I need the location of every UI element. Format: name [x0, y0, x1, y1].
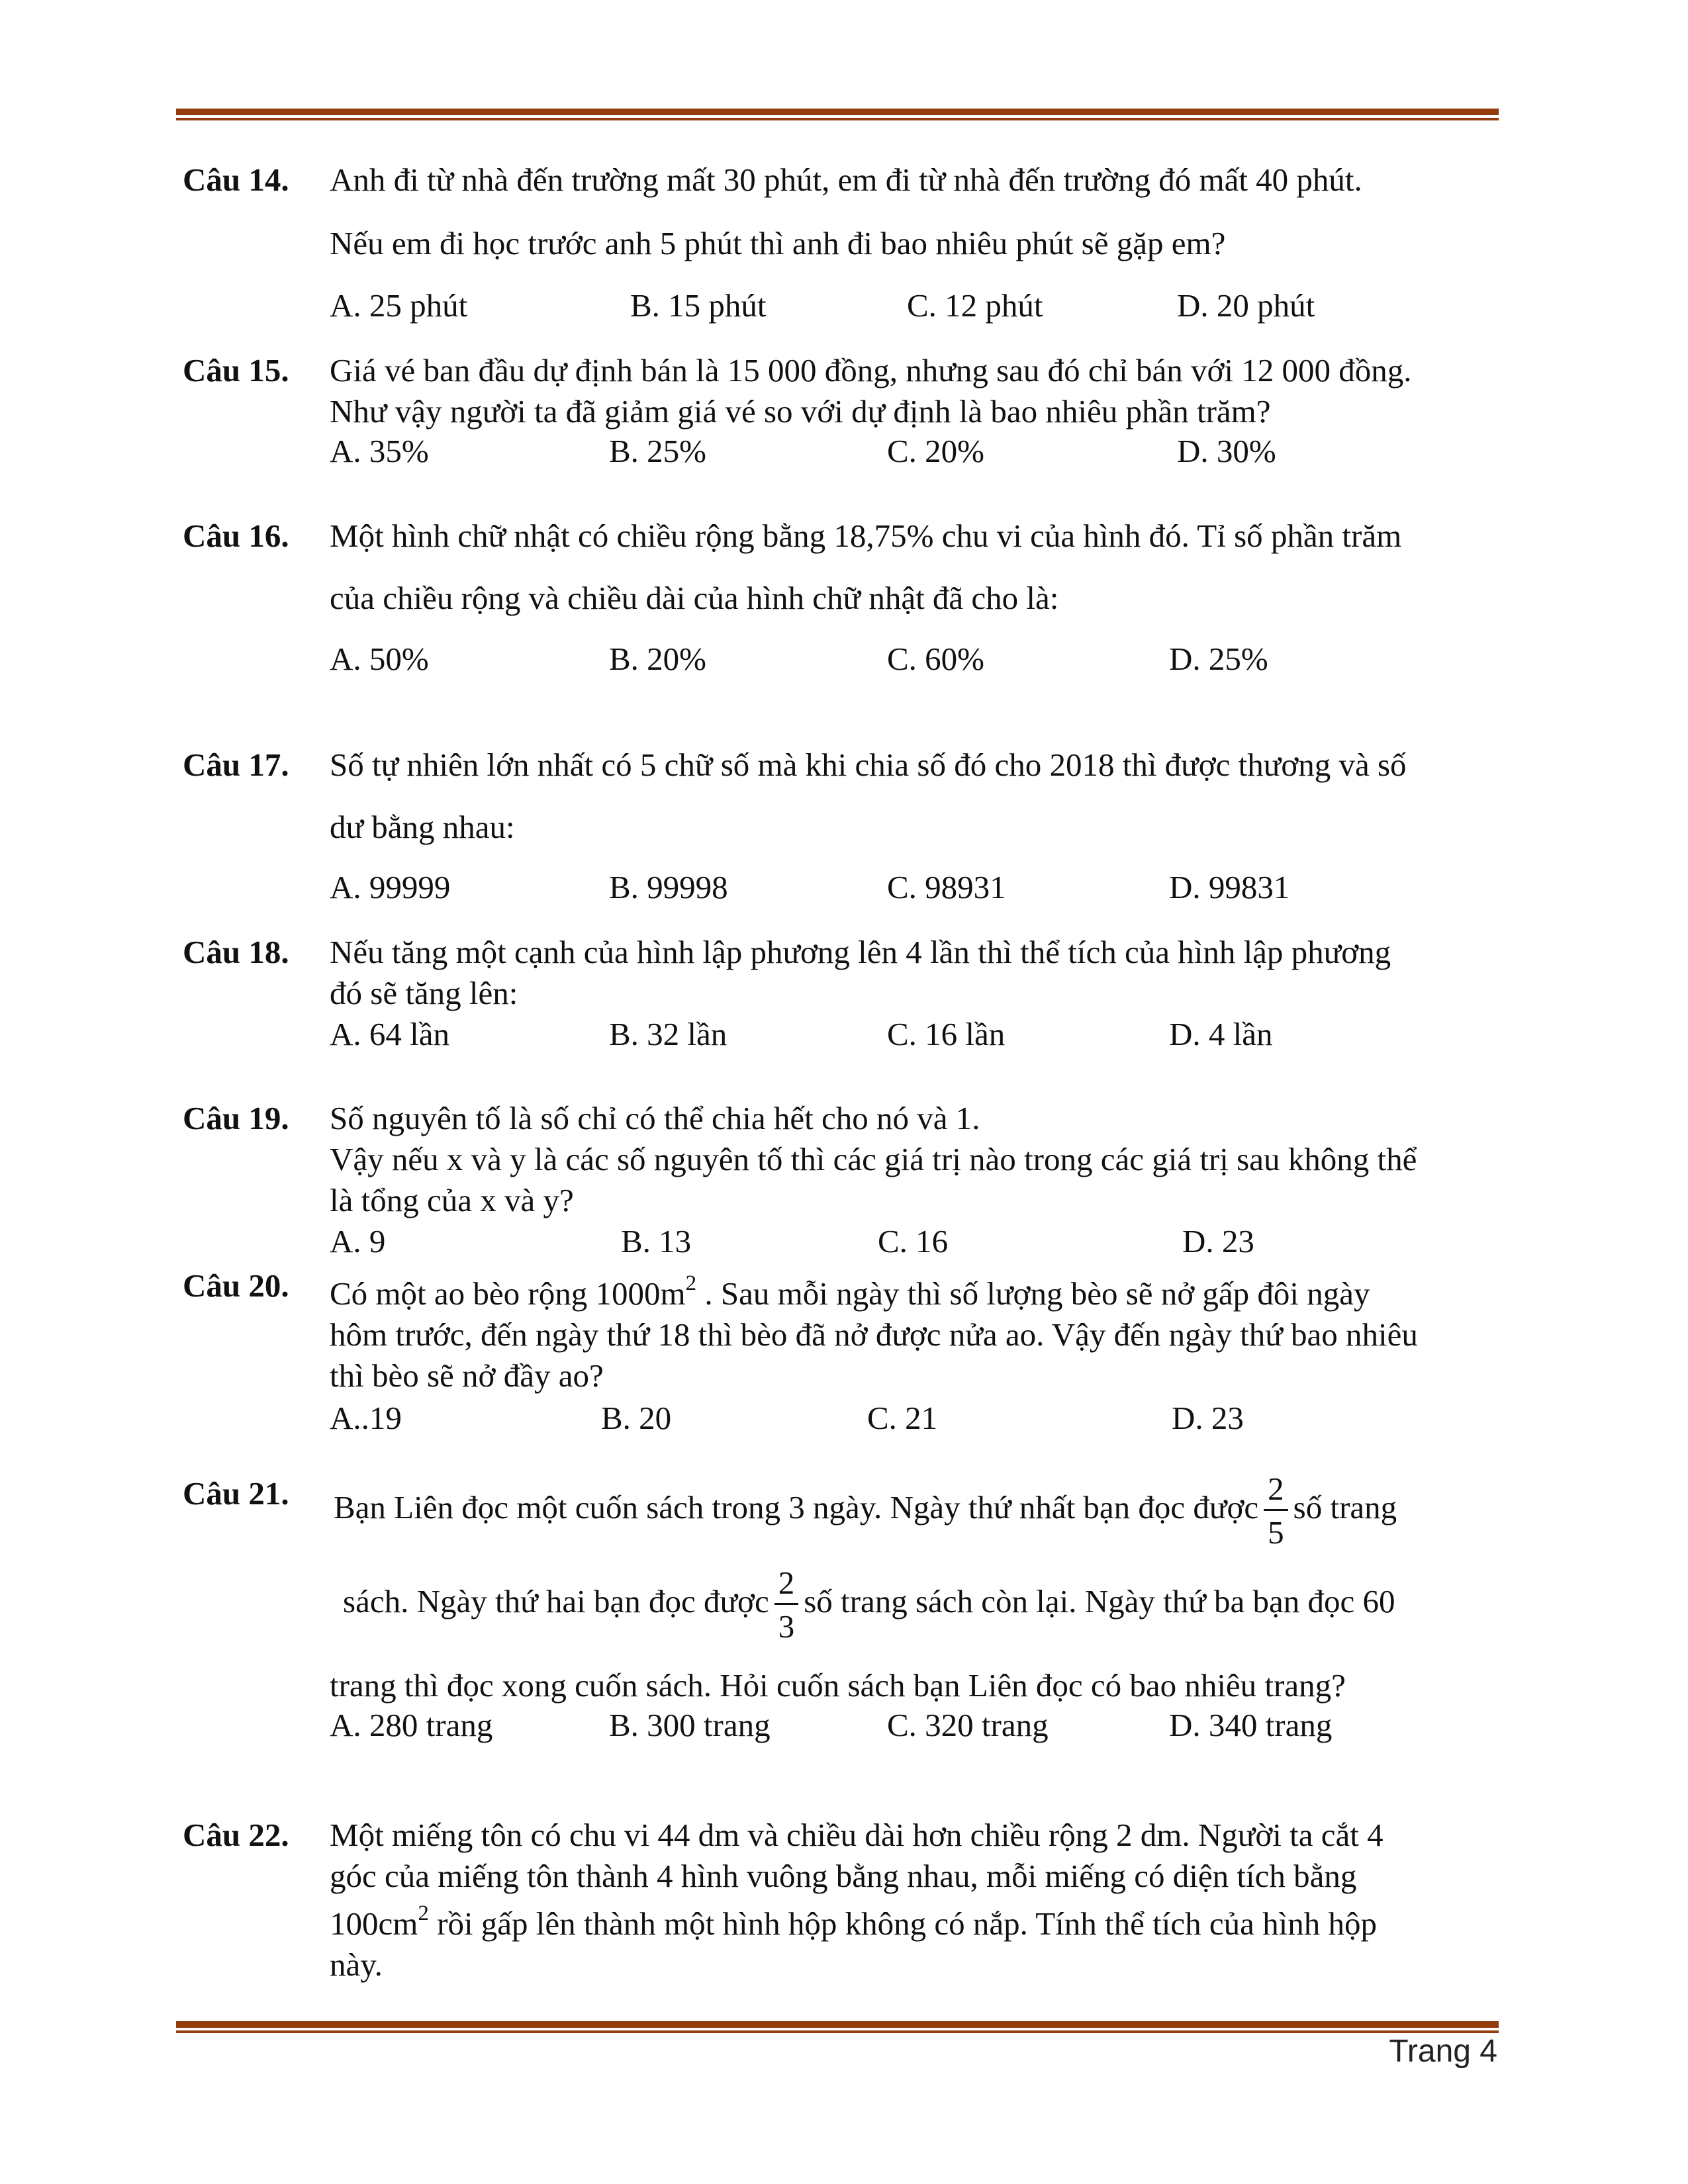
- question-number: Câu 17.: [183, 747, 289, 783]
- question-text-line: này.: [330, 1946, 383, 1983]
- option-a: A. 64 lần: [330, 1016, 449, 1052]
- question-number: Câu 19.: [183, 1100, 289, 1136]
- option-c: C. 12 phút: [907, 287, 1043, 324]
- option-c: C. 60%: [887, 641, 984, 677]
- option-a: A..19: [330, 1400, 402, 1436]
- option-b: B. 20: [601, 1400, 672, 1436]
- question-text-line: hôm trước, đến ngày thứ 18 thì bèo đã nở được nửa ao. Vậy đến ngày thứ bao nhiêu: [330, 1316, 1418, 1353]
- question-text-line: dư bằng nhau:: [330, 809, 515, 845]
- option-d: D. 340 trang: [1169, 1707, 1333, 1743]
- question-text-line: Một miếng tôn có chu vi 44 dm và chiều dài hơn chiều rộng 2 dm. Người ta cắt 4: [330, 1817, 1383, 1853]
- bottom-border-rule: [176, 2021, 1499, 2033]
- option-b: B. 13: [621, 1223, 692, 1259]
- question-text-line: Như vậy người ta đã giảm giá vé so với dự định là bao nhiêu phần trăm?: [330, 393, 1271, 430]
- option-d: D. 4 lần: [1169, 1016, 1273, 1052]
- superscript: 2: [418, 1901, 429, 1925]
- question-text-line: Anh đi từ nhà đến trường mất 30 phút, em đi từ nhà đến trường đó mất 40 phút.: [330, 161, 1362, 198]
- question-text-line: Nếu tăng một cạnh của hình lập phương lên 4 lần thì thể tích của hình lập phương: [330, 934, 1391, 970]
- question-text-line: Một hình chữ nhật có chiều rộng bằng 18,75% chu vi của hình đó. Tỉ số phần trăm: [330, 518, 1402, 554]
- question-number: Câu 22.: [183, 1817, 289, 1853]
- question-number: Câu 18.: [183, 934, 289, 970]
- option-d: D. 20 phút: [1177, 287, 1315, 324]
- option-c: C. 16 lần: [887, 1016, 1006, 1052]
- question-number: Câu 16.: [183, 518, 289, 554]
- question-number: Câu 20.: [183, 1267, 289, 1304]
- option-c: C. 20%: [887, 433, 984, 469]
- question-number: Câu 21.: [183, 1475, 289, 1512]
- question-text-line: góc của miếng tôn thành 4 hình vuông bằng nhau, mỗi miếng có diện tích bằng: [330, 1858, 1357, 1894]
- question-text-line: trang thì đọc xong cuốn sách. Hỏi cuốn sách bạn Liên đọc có bao nhiêu trang?: [330, 1667, 1346, 1704]
- option-d: D. 23: [1172, 1400, 1244, 1436]
- option-d: D. 25%: [1169, 641, 1268, 677]
- question-text-line: đó sẽ tăng lên:: [330, 975, 518, 1011]
- page-number: Trang 4: [1389, 2034, 1497, 2069]
- question-text-line: Nếu em đi học trước anh 5 phút thì anh đi bao nhiêu phút sẽ gặp em?: [330, 225, 1226, 261]
- question-text-line: là tổng của x và y?: [330, 1182, 574, 1218]
- superscript: 2: [685, 1271, 697, 1295]
- question-text-line: $100cm^2$ rồi gấp lên thành một hình hộp không có nắp. Tính thể tích của hình hộp: [330, 1901, 1377, 1942]
- fraction: $\frac{2}{3}$: [774, 1567, 799, 1643]
- option-c: C. 98931: [887, 869, 1006, 905]
- option-b: B. 99998: [609, 869, 728, 905]
- fraction: $\frac{2}{5}$: [1264, 1473, 1288, 1549]
- option-d: D. 30%: [1177, 433, 1276, 469]
- option-a: A. 50%: [330, 641, 429, 677]
- question-text-line: thì bèo sẽ nở đầy ao?: [330, 1357, 604, 1394]
- option-d: D. 99831: [1169, 869, 1290, 905]
- question-number: Câu 14.: [183, 161, 289, 198]
- top-border-rule: [176, 109, 1499, 120]
- question-text-line: Bạn Liên đọc một cuốn sách trong 3 ngày. Ngày thứ nhất bạn đọc được $\frac{2}{5}$ số trang: [334, 1471, 1397, 1551]
- question-text-line: Số nguyên tố là số chỉ có thể chia hết cho nó và 1.: [330, 1100, 980, 1136]
- option-a: A. 280 trang: [330, 1707, 493, 1743]
- option-c: C. 21: [867, 1400, 938, 1436]
- option-c: C. 16: [878, 1223, 949, 1259]
- option-b: B. 15 phút: [630, 287, 767, 324]
- question-text-line: Số tự nhiên lớn nhất có 5 chữ số mà khi chia số đó cho 2018 thì được thương và số: [330, 747, 1407, 783]
- question-number: Câu 15.: [183, 352, 289, 388]
- option-b: B. 32 lần: [609, 1016, 727, 1052]
- question-text-line: sách. Ngày thứ hai bạn đọc được $\frac{2}{3}$ số trang sách còn lại. Ngày thứ ba bạn đọc 60: [343, 1565, 1395, 1645]
- question-text-line: Có một ao bèo rộng $1000m^2$ . Sau mỗi ngày thì số lượng bèo sẽ nở gấp đôi ngày: [330, 1271, 1370, 1312]
- option-a: A. 35%: [330, 433, 429, 469]
- option-d: D. 23: [1182, 1223, 1254, 1259]
- option-b: B. 20%: [609, 641, 706, 677]
- option-a: A. 25 phút: [330, 287, 468, 324]
- question-text-line: Giá vé ban đầu dự định bán là 15 000 đồng, nhưng sau đó chỉ bán với 12 000 đồng.: [330, 352, 1412, 388]
- option-b: B. 25%: [609, 433, 706, 469]
- option-c: C. 320 trang: [887, 1707, 1049, 1743]
- question-text-line: Vậy nếu x và y là các số nguyên tố thì các giá trị nào trong các giá trị sau không thể: [330, 1141, 1417, 1177]
- option-a: A. 99999: [330, 869, 451, 905]
- option-a: A. 9: [330, 1223, 386, 1259]
- option-b: B. 300 trang: [609, 1707, 771, 1743]
- question-text-line: của chiều rộng và chiều dài của hình chữ nhật đã cho là:: [330, 580, 1059, 616]
